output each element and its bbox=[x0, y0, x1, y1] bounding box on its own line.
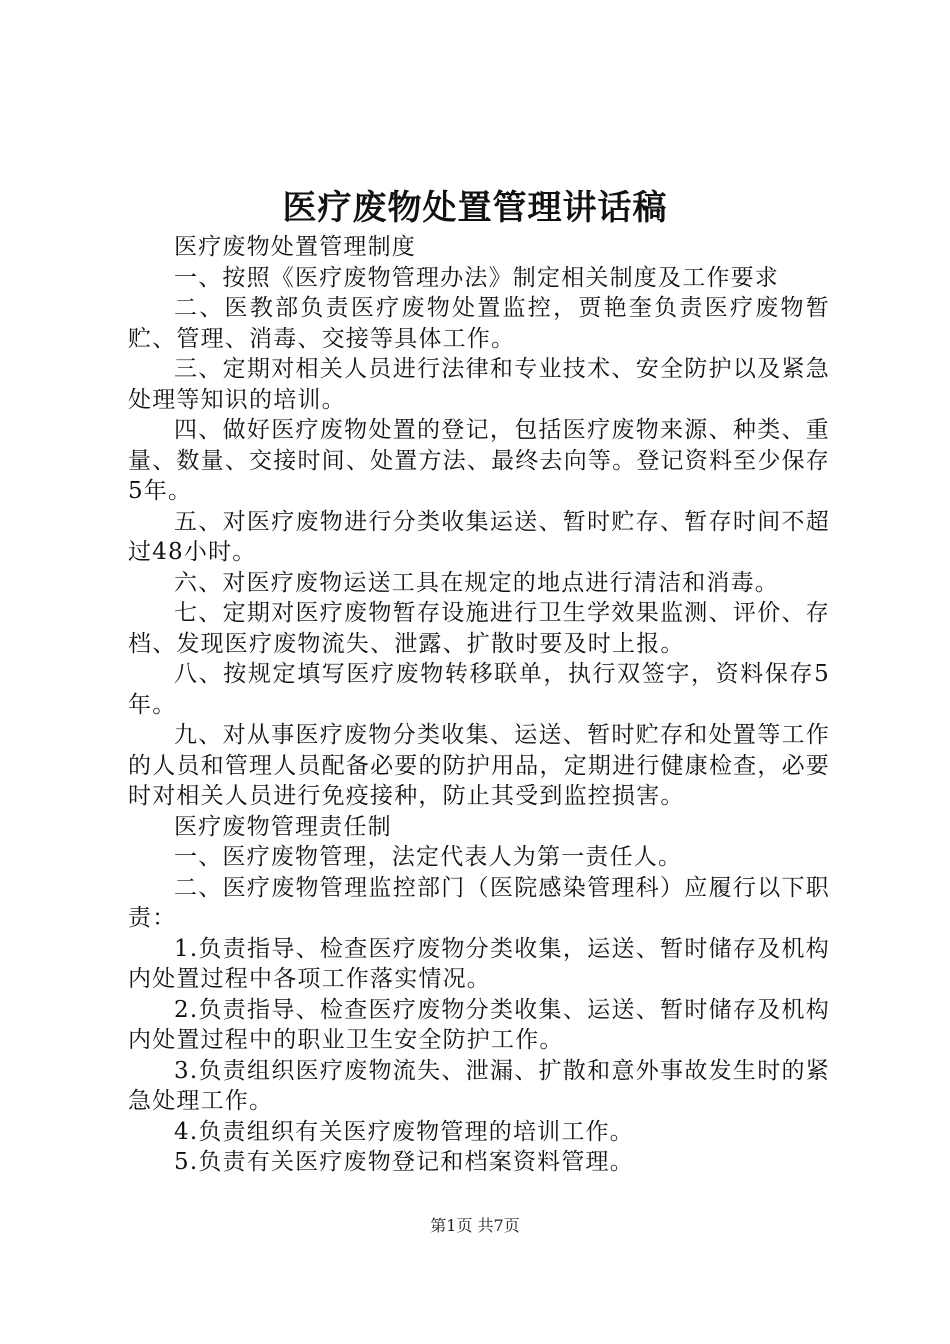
paragraph: 四、做好医疗废物处置的登记，包括医疗废物来源、种类、重量、数量、交接时间、处置方法、最终去向等。登记资料至少保存5年。 bbox=[128, 417, 830, 504]
list-item: 1.负责指导、检查医疗废物分类收集，运送、暂时储存及机构内处置过程中各项工作落实情况。 bbox=[128, 935, 830, 992]
paragraph: 二、医疗废物管理监控部门（医院感染管理科）应履行以下职责： bbox=[128, 874, 830, 931]
paragraph: 五、对医疗废物进行分类收集运送、暂时贮存、暂存时间不超过48小时。 bbox=[128, 508, 830, 565]
paragraph: 七、定期对医疗废物暂存设施进行卫生学效果监测、评价、存档、发现医疗废物流失、泄露、扩散时要及时上报。 bbox=[128, 600, 830, 657]
document-body bbox=[128, 232, 830, 1178]
list-item: 2.负责指导、检查医疗废物分类收集、运送、暂时储存及机构内处置过程中的职业卫生安全防护工作。 bbox=[128, 996, 830, 1053]
paragraph: 六、对医疗废物运送工具在规定的地点进行清洁和消毒。 bbox=[174, 569, 779, 596]
paragraph: 医疗废物处置管理制度 bbox=[174, 234, 416, 260]
paragraph: 一、按照《医疗废物管理办法》制定相关制度及工作要求 bbox=[174, 264, 779, 291]
list-item: 4.负责组织有关医疗废物管理的培训工作。 bbox=[174, 1118, 634, 1145]
paragraph: 九、对从事医疗废物分类收集、运送、暂时贮存和处置等工作的人员和管理人员配备必要的防护用品，定期进行健康检查，必要时对相关人员进行免疫接种，防止其受到监控损害。 bbox=[128, 722, 830, 809]
section-heading: 医疗废物管理责任制 bbox=[174, 813, 392, 840]
paragraph: 二、医教部负责医疗废物处置监控，贾艳奎负责医疗废物暂贮、管理、消毒、交接等具体工作。 bbox=[128, 295, 830, 352]
paragraph: 一、医疗废物管理，法定代表人为第一责任人。 bbox=[174, 844, 683, 870]
page-number-footer: 第1页 共7页 bbox=[430, 1216, 520, 1235]
document-title: 医疗废物处置管理讲话稿 bbox=[282, 188, 668, 228]
paragraph: 三、定期对相关人员进行法律和专业技术、安全防护以及紧急处理等知识的培训。 bbox=[128, 356, 830, 413]
paragraph: 八、按规定填写医疗废物转移联单，执行双签字，资料保存5年。 bbox=[128, 661, 830, 718]
list-item: 3.负责组织医疗废物流失、泄漏、扩散和意外事故发生时的紧急处理工作。 bbox=[128, 1057, 830, 1114]
list-item: 5.负责有关医疗废物登记和档案资料管理。 bbox=[174, 1149, 634, 1175]
